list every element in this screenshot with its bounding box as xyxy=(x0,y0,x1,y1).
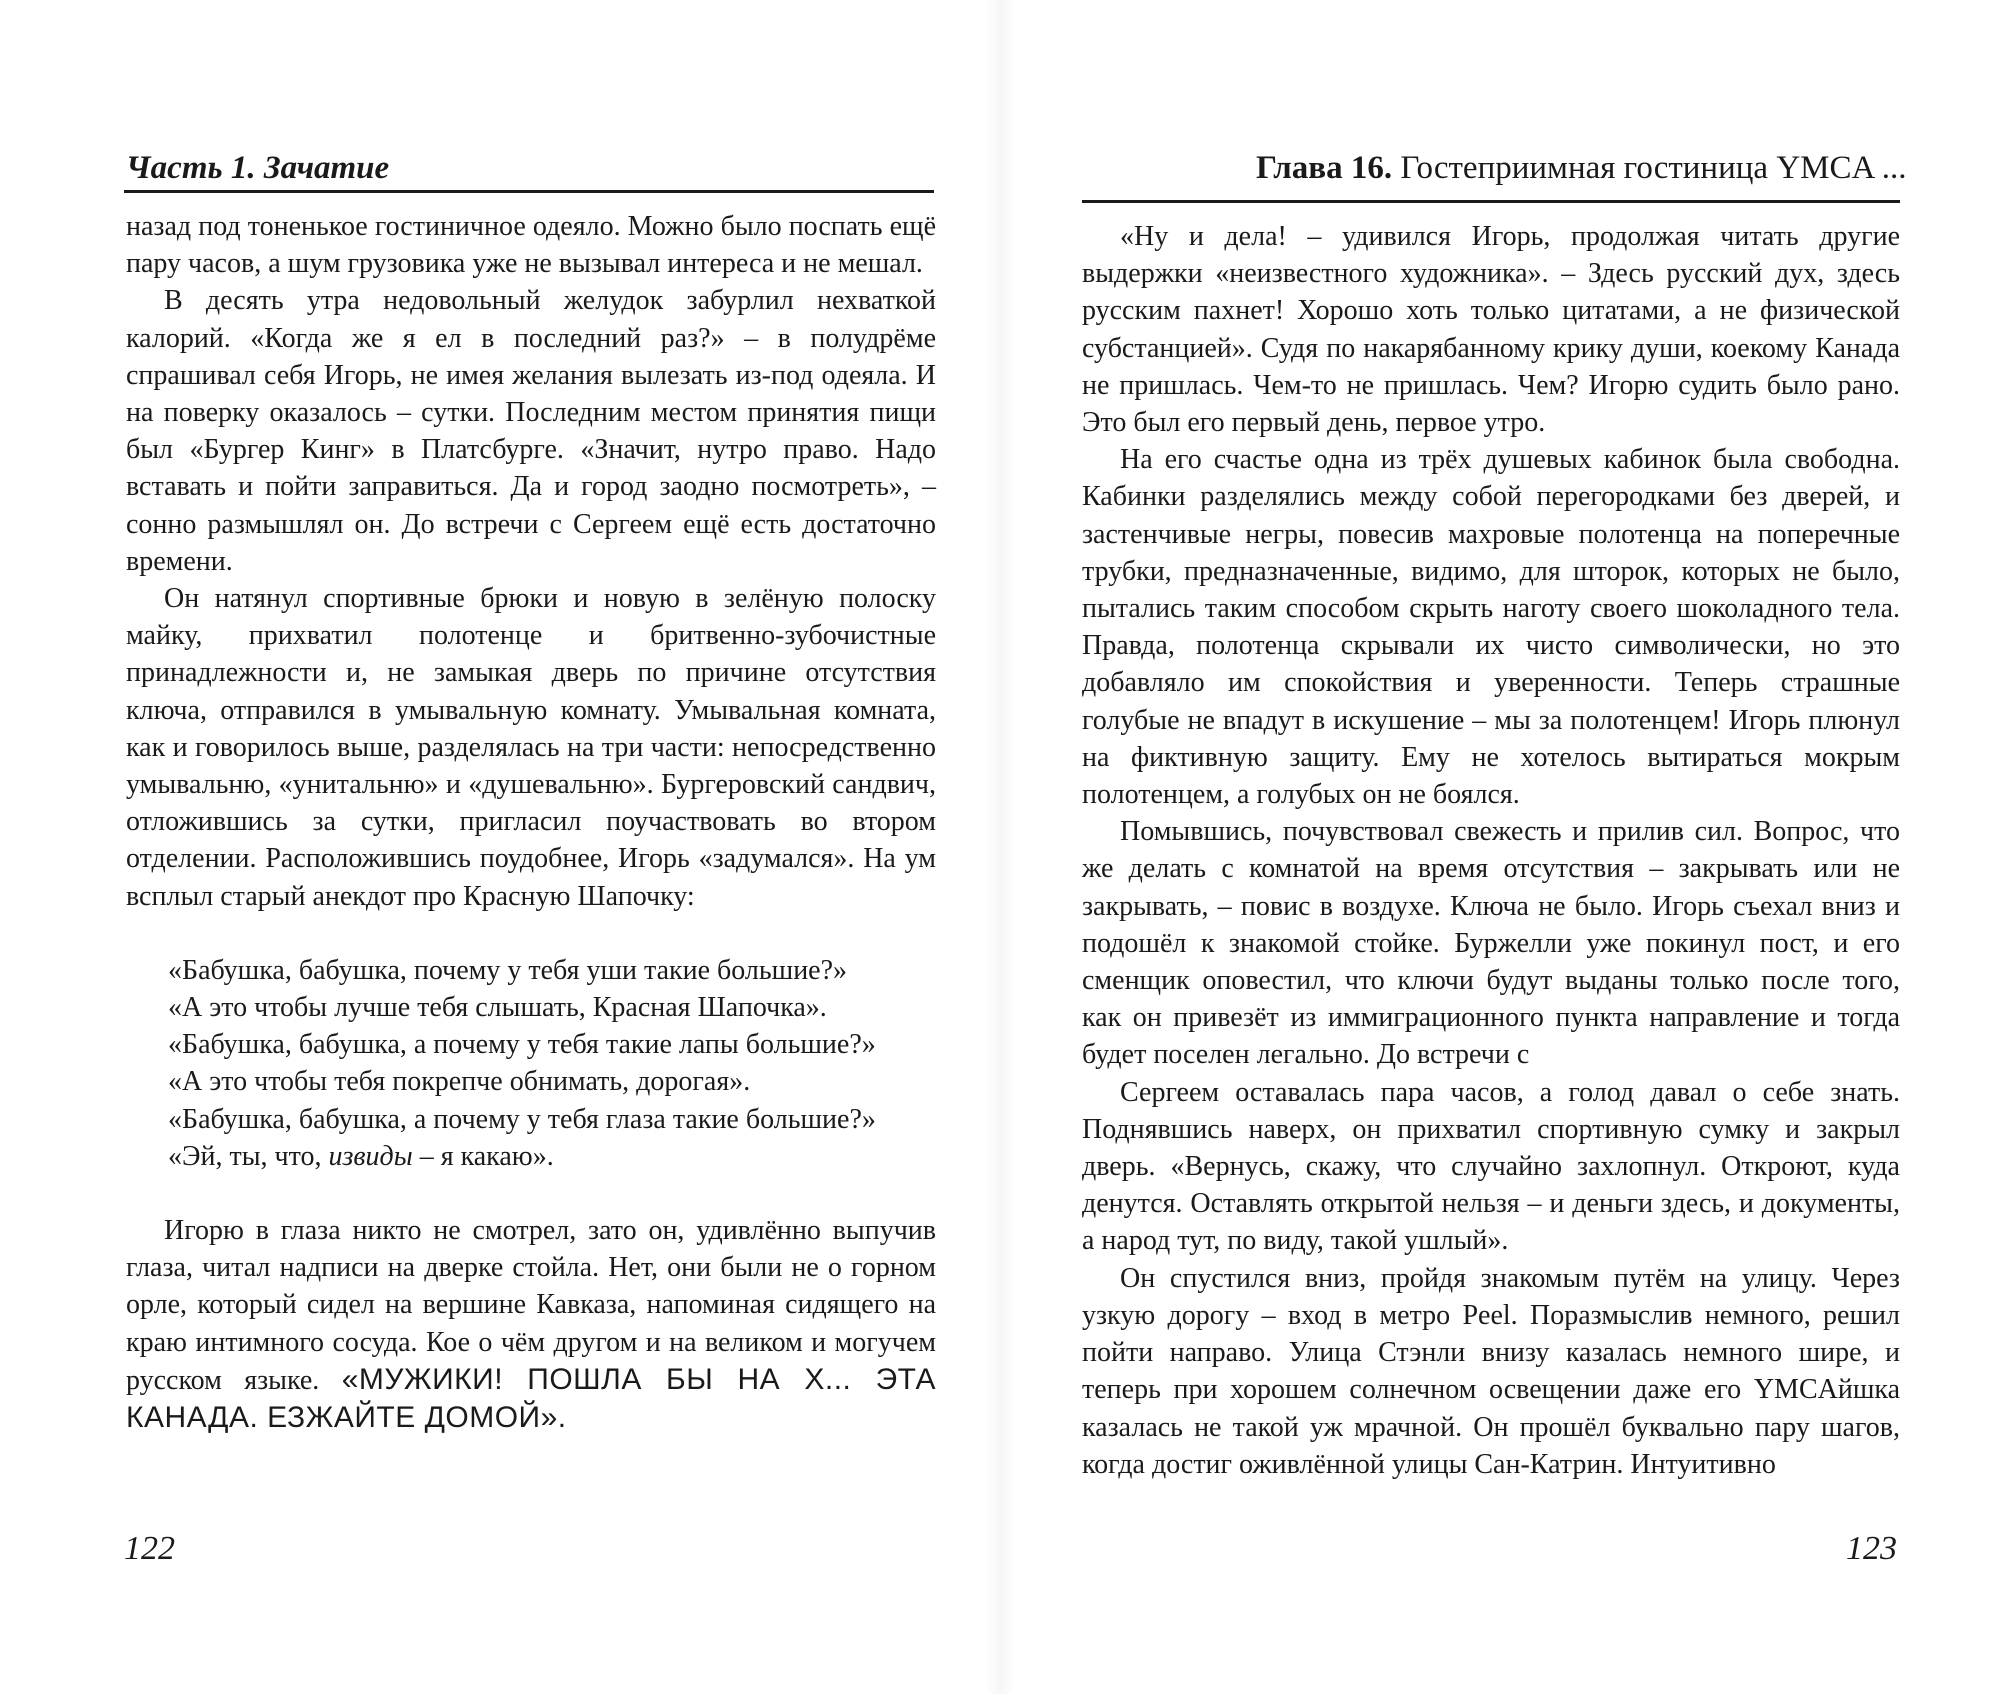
page-number-right: 123 xyxy=(1846,1530,1897,1567)
dialogue-suffix: – я какаю». xyxy=(412,1140,554,1172)
paragraph: На его счастье одна из трёх душевых кабинок была свободна. Кабинки разделялись между собой перегородками без дверей, и застенчивые негры, повесив махровые полотенца на поперечные трубки, предназначенные, видимо, для шторок, которых не было, пытались таким способом скрыть наготу своего шоколадного тела. Правда, полотенца скрывали их чисто символически, но это добавляло им спокойствия и уверенности. Теперь страшные голубые не впадут в искушение – мы за полотенцем! Игорь плюнул на фиктивную защиту. Ему не хотелось вытираться мокрым полотенцем, а голубых он не боялся. xyxy=(1082,444,1900,811)
dialogue-italic-word: извиды xyxy=(328,1140,413,1172)
paragraph: Он натянул спортивные брюки и новую в зелёную полоску майку, прихватил полотенце и бритвенно-зубочистные принадлежности и, не замыкая дверь по причине отсутствия ключа, отправился в умывальную комнату. Умывальная комната, как и говорилось выше, разделялась на три части: непосредственно умывальню, «унитальню» и «душевальню». Бургеровский сандвич, отложившись за сутки, пригласил поучаствовать во втором отделении. Расположившись поудобнее, Игорь «задумался». На ум всплыл старый анекдот про Красную Шапочку: xyxy=(126,583,936,912)
paragraph-text: Игорю в глаза никто не смотрел, зато он, удивлённо выпучив глаза, читал надписи на дверке стойла. Нет, они были не о горном орле, который сидел на вершине Кавказа, напоминая сидящего на краю интимного сосуда. Кое о чём другом и на великом и могучем русском языке. xyxy=(126,1215,936,1396)
paragraph: В десять утра недовольный желудок забурлил нехваткой калорий. «Когда же я ел в последний раз?» – в полудрёме спрашивал себя Игорь, не имея желания вылезать из-под одеяла. И на поверку оказалось – сутки. Последним местом принятия пищи был «Бургер Кинг» в Платсбурге. «Значит, нутро право. Надо вставать и пойти заправиться. Да и город заодно посмотреть», – сонно размышлял он. До встречи с Сергеем ещё есть достаточно времени. xyxy=(126,285,936,577)
dialogue-line: «Бабушка, бабушка, а почему у тебя глаза такие большие?» xyxy=(168,1103,876,1135)
paragraph: «Ну и дела! – удивился Игорь, продолжая читать другие выдержки «неизвестного художника». – Здесь русский дух, здесь русским пахнет! Хорошо хоть только цитатами, а не физической субстанцией». Судя по накарябанному крику души, коекому Канада не пришлась. Чем-то не пришлась. Чем? Игорю судить было рано. Это был его первый день, первое утро. xyxy=(1082,221,1900,439)
dialogue-line-last xyxy=(168,1138,936,1175)
spacer xyxy=(126,915,936,952)
dialogue-line: «А это чтобы тебя покрепче обнимать, дорогая». xyxy=(168,1066,751,1098)
text-column-right xyxy=(1082,218,1900,1483)
paragraph: Помывшись, почувствовал свежесть и прилив сил. Вопрос, что же делать с комнатой на время отсутствия – закрывать или не закрывать, – повис в воздухе. Ключа не было. Игорь съехал вниз и подошёл к знакомой стойке. Буржелли уже покинул пост, и его сменщик оповестил, что ключи будут выданы только после того, как он привезёт из иммиграционного пункта направление и тогда будет поселен легально. До встречи с xyxy=(1082,816,1900,1071)
dialogue-line: «Бабушка, бабушка, почему у тебя уши такие большие?» xyxy=(168,954,848,986)
running-head-left: Часть 1. Зачатие xyxy=(126,150,390,186)
right-page xyxy=(1000,0,2000,1694)
spacer xyxy=(126,1175,936,1212)
text-column-left xyxy=(126,208,936,1437)
graffiti-text: «МУЖИКИ! ПОШЛА БЫ НА Х... ЭТА КАНАДА. ЕЗЖАЙТЕ ДОМОЙ». xyxy=(126,1362,936,1435)
header-rule-right xyxy=(1082,200,1900,203)
chapter-number: Глава 16. xyxy=(1256,150,1393,186)
paragraph xyxy=(126,1212,936,1437)
dialogue-line: «А это чтобы лучше тебя слышать, Красная Шапочка». xyxy=(168,992,827,1024)
paragraph: Он спустился вниз, пройдя знакомым путём на улицу. Через узкую дорогу – вход в метро Peel. Поразмыслив немного, решил пойти направо. Улица Стэнли внизу казалась немного шире, и теперь при хорошем солнечном освещении даже его YMCAйшка казалась не такой уж мрачной. Он прошёл буквально пару шагов, когда достиг оживлённой улицы Сан-Катрин. Интуитивно xyxy=(1082,1262,1900,1480)
joke-dialogue xyxy=(126,952,936,1175)
dialogue-prefix: «Эй, ты, что, xyxy=(168,1140,329,1172)
page-number-left: 122 xyxy=(124,1530,175,1567)
running-head-right xyxy=(1256,148,1907,188)
dialogue-line: «Бабушка, бабушка, а почему у тебя такие лапы большие?» xyxy=(168,1029,876,1061)
paragraph: Сергеем оставалась пара часов, а голод давал о себе знать. Поднявшись наверх, он прихватил спортивную сумку и закрыл дверь. «Вернусь, скажу, что случайно захлопнул. Откроют, куда денутся. Оставлять открытой нельзя – и деньги здесь, и документы, а народ тут, по виду, такой ушлый». xyxy=(1082,1076,1900,1257)
header-rule-left xyxy=(124,190,934,193)
chapter-title: Гостеприимная гостиница YMCA ... xyxy=(1392,150,1907,186)
paragraph: назад под тоненькое гостиничное одеяло. Можно было поспать ещё пару часов, а шум грузовика уже не вызывал интереса и не мешал. xyxy=(126,211,936,280)
